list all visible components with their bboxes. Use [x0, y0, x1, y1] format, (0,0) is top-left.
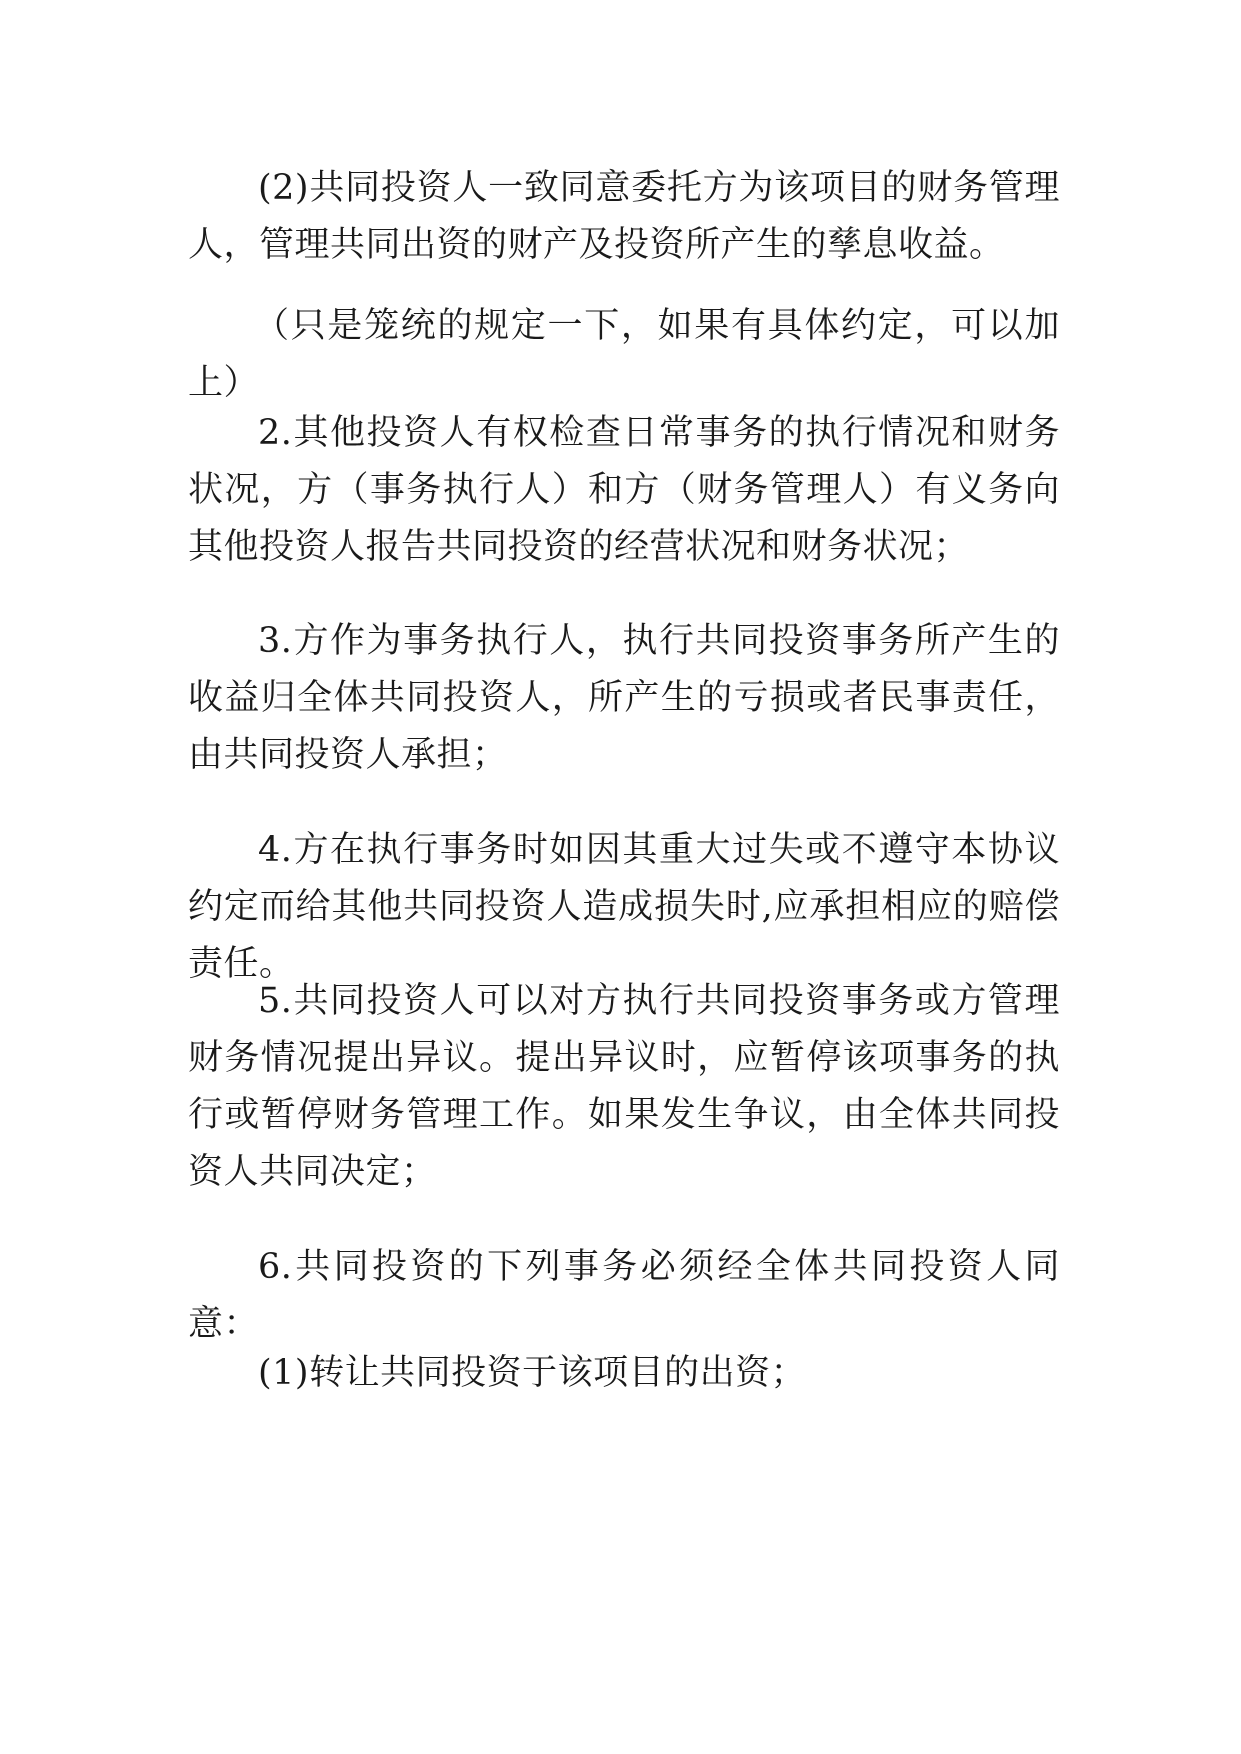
paragraph-note: （只是笼统的规定一下，如果有具体约定，可以加上）: [188, 306, 1060, 403]
paragraph-clause-3: 3.方作为事务执行人，执行共同投资事务所产生的收益归全体共同投资人，所产生的亏损或者民事责任，由共同投资人承担；: [188, 621, 1060, 775]
paragraph-financial-manager: (2)共同投资人一致同意委托方为该项目的财务管理人，管理共同出资的财产及投资所产生的孳息收益。: [188, 168, 1060, 265]
paragraph-clause-2: 2.其他投资人有权检查日常事务的执行情况和财务状况，方（事务执行人）和方（财务管理人）有义务向其他投资人报告共同投资的经营状况和财务状况；: [188, 413, 1060, 567]
paragraph-clause-5: 5.共同投资人可以对方执行共同投资事务或方管理财务情况提出异议。提出异议时，应暂停该项事务的执行或暂停财务管理工作。如果发生争议，由全体共同投资人共同决定；: [188, 981, 1060, 1192]
paragraph-clause-6-item-1: (1)转让共同投资于该项目的出资；: [258, 1353, 807, 1393]
paragraph-clause-6: 6.共同投资的下列事务必须经全体共同投资人同意：: [188, 1247, 1060, 1344]
paragraph-clause-4: 4.方在执行事务时如因其重大过失或不遵守本协议约定而给其他共同投资人造成损失时,应承担相应的赔偿责任。: [188, 830, 1060, 984]
